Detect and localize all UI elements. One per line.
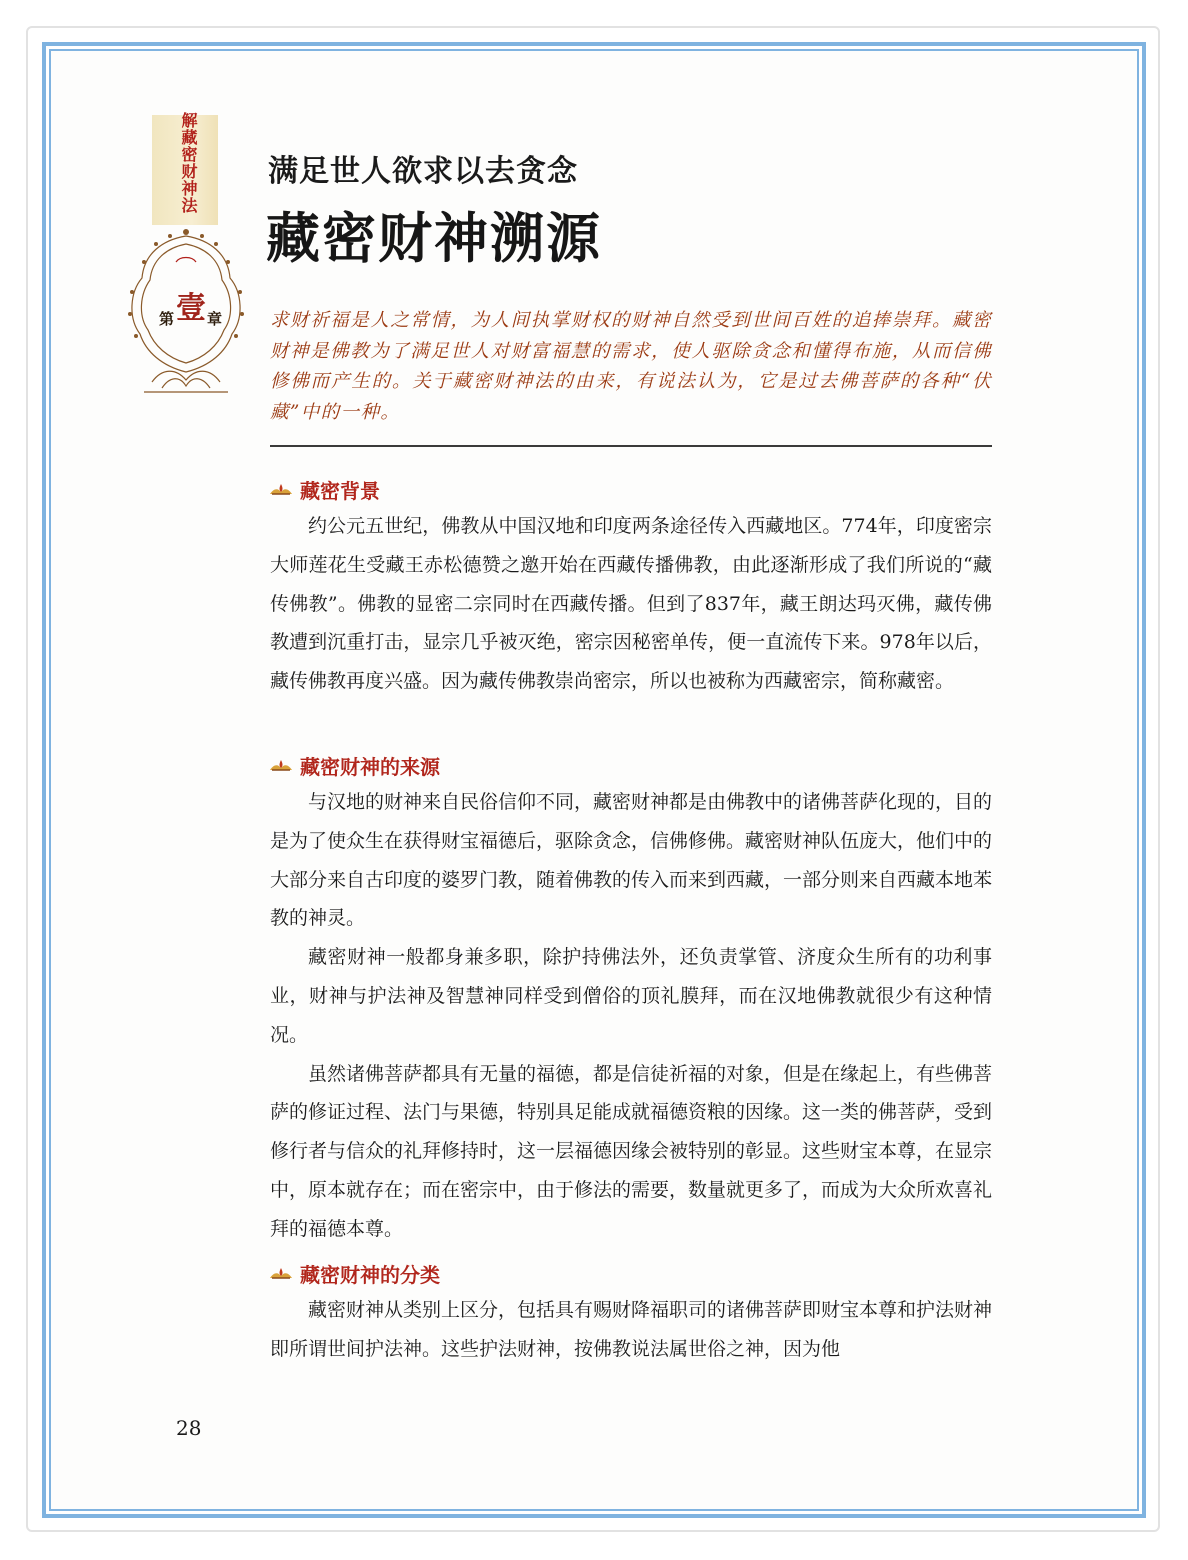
- side-tab-label: 解藏密财神法: [179, 112, 198, 214]
- chapter-prefix: 第: [159, 310, 175, 328]
- section-heading-2: [268, 750, 440, 780]
- section-title: 藏密背景: [300, 478, 380, 503]
- chapter-number: 壹: [176, 291, 206, 326]
- lotus-flame-icon: [268, 1266, 294, 1280]
- divider: [270, 445, 992, 447]
- paragraph: 与汉地的财神来自民俗信仰不同，藏密财神都是由佛教中的诸佛菩萨化现的，目的是为了使众生在获得财宝福德后，驱除贪念，信佛修佛。藏密财神队伍庞大，他们中的大部分来自古印度的婆罗门教，随着佛教的传入而来到西藏，一部分则来自西藏本地苯教的神灵。: [270, 791, 993, 930]
- page-subtitle: 满足世人欲求以去贪念: [268, 154, 578, 189]
- section-body-1: [270, 507, 992, 701]
- section-heading-3: [268, 1258, 440, 1288]
- section-body-3: [270, 1291, 992, 1369]
- section-heading-1: [268, 474, 380, 504]
- page-title: 藏密财神溯源: [266, 206, 602, 270]
- section-title: 藏密财神的分类: [300, 1262, 440, 1287]
- section-body-2: [270, 783, 992, 1249]
- chapter-suffix: 章: [207, 310, 223, 328]
- intro-paragraph: 求财祈福是人之常情，为人间执掌财权的财神自然受到世间百姓的追捧崇拜。藏密财神是佛教为了满足世人对财富福慧的需求，使人驱除贪念和懂得布施，从而信佛修佛而产生的。关于藏密财神法的由来，有说法认为，它是过去佛菩萨的各种“伏藏”中的一种。: [270, 310, 992, 423]
- section-title: 藏密财神的来源: [300, 754, 440, 779]
- lotus-flame-icon: [268, 482, 294, 496]
- lotus-flame-icon: [268, 758, 294, 772]
- paragraph: 约公元五世纪，佛教从中国汉地和印度两条途径传入西藏地区。774年，印度密宗大师莲花生受藏王赤松德赞之邀开始在西藏传播佛教，由此逐渐形成了我们所说的“藏传佛教”。佛教的显密二宗同时在西藏传播。但到了837年，藏王朗达玛灭佛，藏传佛教遭到沉重打击，显宗几乎被灭绝，密宗因秘密单传，便一直流传下来。978年以后，藏传佛教再度兴盛。因为藏传佛教崇尚密宗，所以也被称为西藏密宗，简称藏密。: [270, 515, 992, 693]
- paragraph: 藏密财神从类别上区分，包括具有赐财降福职司的诸佛菩萨即财宝本尊和护法财神即所谓世间护法神。这些护法财神，按佛教说法属世俗之神，因为他: [270, 1299, 993, 1360]
- paragraph: 虽然诸佛菩萨都具有无量的福德，都是信徒祈福的对象，但是在缘起上，有些佛菩萨的修证过程、法门与果德，特别具足能成就福德资粮的因缘。这一类的佛菩萨，受到修行者与信众的礼拜修持时，这一层福德因缘会被特别的彰显。这些财宝本尊，在显宗中，原本就存在；而在密宗中，由于修法的需要，数量就更多了，而成为大众所欢喜礼拜的福德本尊。: [270, 1062, 993, 1240]
- paragraph: 藏密财神一般都身兼多职，除护持佛法外，还负责掌管、济度众生所有的功利事业，财神与护法神及智慧神同样受到僧俗的顶礼膜拜，而在汉地佛教就很少有这种情况。: [270, 946, 992, 1046]
- page-number: 28: [176, 1416, 202, 1440]
